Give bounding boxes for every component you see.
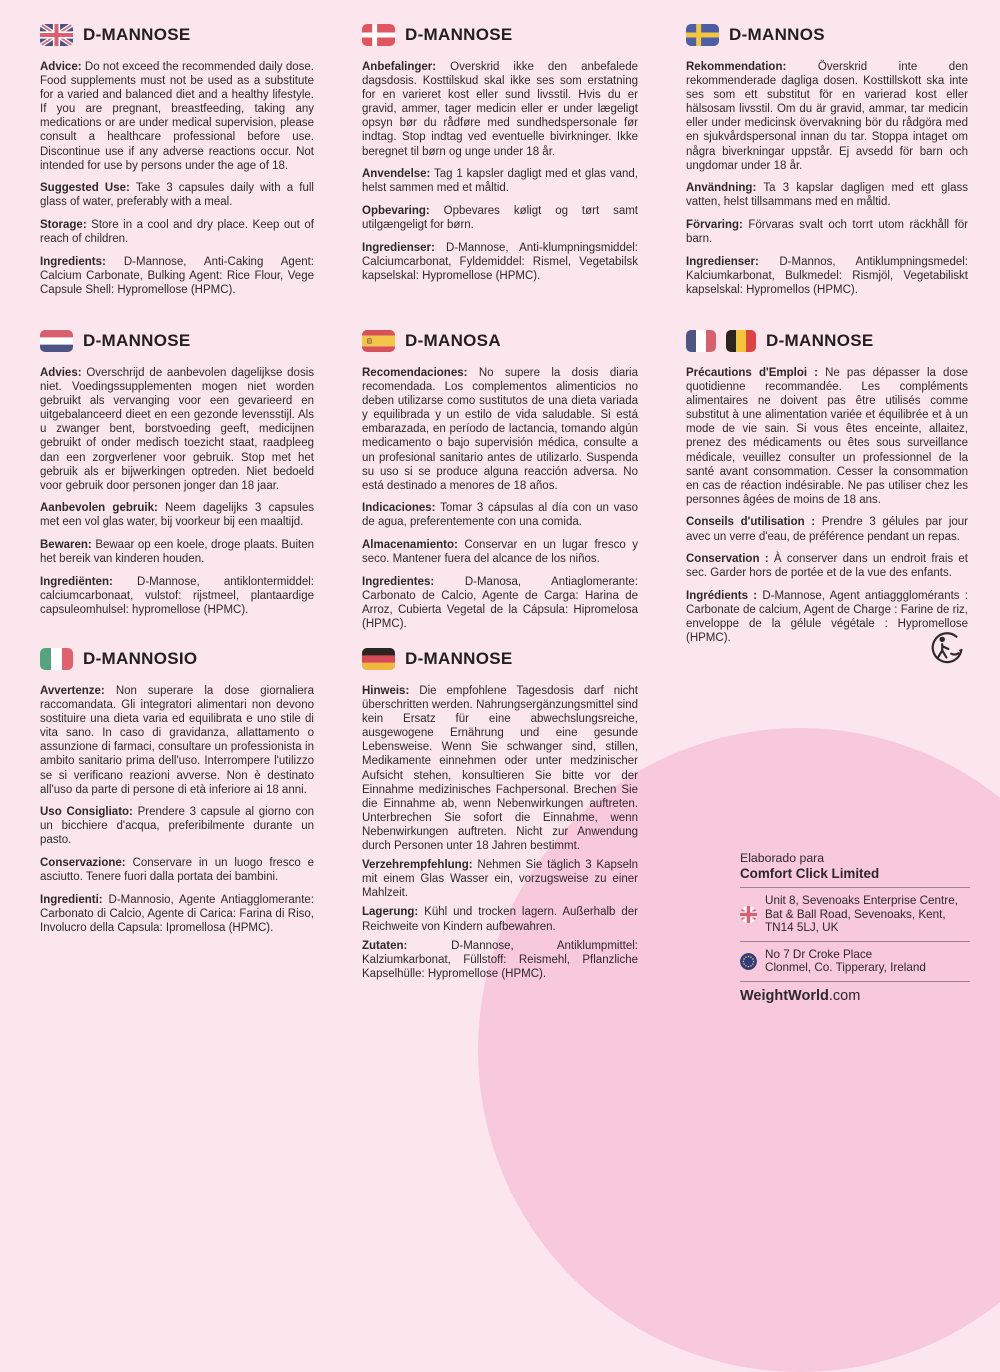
- germany-flag-icon: [362, 648, 395, 670]
- triman-recycling-icon: [928, 631, 964, 666]
- section-title: D-MANNOSIO: [83, 649, 198, 668]
- paragraph-label: Avvertenze:: [40, 685, 105, 697]
- paragraph-text: Prendre 3 gélules par jour avec un verre d'eau, de préférence pendant un repas.: [686, 516, 968, 543]
- paragraph-text: Bewaar op een koele, droge plaats. Buiten het bereik van kinderen houden.: [40, 539, 314, 566]
- paragraph-label: Aanbevolen gebruik:: [40, 502, 158, 515]
- suggested-use-paragraph: [40, 181, 314, 209]
- advice-paragraph: [362, 684, 638, 853]
- paragraph-label: Ingredienser:: [362, 241, 435, 254]
- paragraph-text: D-Mannose, antiklontermiddel: calciumcarbonaat, vulstof: rijstmeel, plantaardige capsuleomhulsel: hypromellose (HPMC).: [40, 575, 314, 616]
- paragraph-text: Overskrid ikke den anbefalede dagsdosis. Kosttilskud skal ikke ses som erstatning for en varieret kost eller sund livsstil. Hvis du er gravid, ammer, tager medicin eller er under lægeligt opsyn bør du rådføre med sundhedspersonale før indtag. Stop indtag ved eventuelle bivirkninger. Ikke beregnet til børn og unge under 18 år.: [362, 61, 638, 158]
- section-header: [362, 24, 638, 46]
- paragraph-text: Do not exceed the recommended daily dose. Food supplements must not be used as a substitute for a varied and balanced diet and a healthy lifestyle. If you are pregnant, breastfeeding, taking any medications or are under medical supervision, please consult a healthcare professional before use. Discontinue use if any adverse reactions occur. Not intended for use by persons under the age of 18.: [40, 61, 314, 172]
- section-header: [362, 648, 638, 670]
- paragraph-label: Ingredients:: [40, 255, 106, 268]
- paragraph-text: Conservar en un lugar fresco y seco. Mantener fuera del alcance de los niños.: [362, 539, 638, 566]
- brand-name: WeightWorld: [740, 987, 829, 1004]
- paragraph-text: Ta 3 kapslar dagligen med ett glass vatten, helst tillsammans med en måltid.: [686, 182, 968, 209]
- brand-url: [740, 988, 970, 1004]
- paragraph-text: D-Mannosio, Agente Antiagglomerante: Carbonato di Calcio, Agente di Carica: Farina di Riso, Involucro della Capsula: Ipromellosa (HPMC).: [40, 893, 314, 934]
- paragraph-text: Opbevares køligt og tørt samt utilgængeligt for børn.: [362, 204, 638, 231]
- section-spanish: [362, 330, 638, 640]
- paragraph-text: Ne pas dépasser la dose quotidienne recommandée. Les compléments alimentaires ne doivent pas être utilisés comme substitut à une alimentation variée et équilibrée et à un mode de vie sain. Si vous êtes enceinte, allaitez, prenez des médicaments ou êtes sous surveillance médicale, veuillez consulter un professionnel de la santé avant consommation. Cesser la consommation en cas de réaction indésirable. Ne pas utiliser chez les personnes âgées de moins de 18 ans.: [686, 367, 968, 506]
- paragraph-label: Conseils d'utilisation :: [686, 516, 816, 529]
- paragraph-text: Conservare in un luogo fresco e asciutto. Tenere fuori dalla portata dei bambini.: [40, 857, 314, 884]
- paragraph-text: Förvaras svalt och torrt utom räckhåll för barn.: [686, 218, 968, 246]
- paragraph-text: D-Mannose, Agent antiaggglomérants : Carbonate de calcium, Agent de Charge : Farine de riz, enveloppe de la gélule végétale : Hypromellose (HPMC).: [686, 589, 968, 645]
- paragraph-label: Conservation :: [686, 553, 769, 566]
- paragraph-label: Advies:: [40, 367, 82, 379]
- paragraph-label: Opbevaring:: [362, 204, 430, 217]
- paragraph-text: Non superare la dose giornaliera raccomandata. Gli integratori alimentari non devono sostituire una dieta varia ed equilibrata e uno stile di vita sano. In caso di gravidanza, allattamento o assunzione di farmaci, consultare un professionista in ambito sanitario prima dell'uso. Interrompere l'utilizzo se si verificano reazioni avverse. Non è destinato all'uso da parte di persone di età inferiore ai 18 anni.: [40, 685, 314, 796]
- paragraph-text: Kühl und trocken lagern. Außerhalb der Reichweite von Kindern aufbewahren.: [362, 906, 638, 933]
- sweden-flag-icon: [686, 24, 719, 46]
- storage-paragraph: [362, 905, 638, 933]
- paragraph-label: Lagerung:: [362, 906, 419, 919]
- ingredients-paragraph: [40, 255, 314, 297]
- paragraph-label: Bewaren:: [40, 539, 92, 552]
- section-title: D-MANNOSE: [766, 331, 874, 350]
- storage-paragraph: [686, 218, 968, 246]
- paragraph-label: Förvaring:: [686, 218, 743, 231]
- paragraph-label: Användning:: [686, 182, 757, 195]
- paragraph-label: Advice:: [40, 61, 82, 73]
- netherlands-flag-icon: [40, 330, 73, 352]
- spain-flag-icon: [362, 330, 395, 352]
- ingredients-paragraph: [686, 255, 968, 297]
- paragraph-label: Anbefalinger:: [362, 61, 437, 73]
- storage-paragraph: [686, 552, 968, 580]
- section-german: [362, 648, 638, 986]
- paragraph-text: Die empfohlene Tagesdosis darf nicht überschritten werden. Nahrungsergänzungsmittel sind kein Ersatz für eine abwechslungsreiche, ausgewogene Ernährung und eine gesunde Lebensweise. Wenn Sie schwanger sind, stillen, Medikamente einnehmen oder unter medzinischer Aufsicht stehen, konsultieren Sie bitte vor der Einnahme medizinisches Fachpersonal. Brechen Sie die Einnahme ab, wenn Nebenwirkungen auftreten. Unterbrechen Sie sofort die Einnahme, wenn Nebenwirkungen auftreten. Nicht zur Anwendung durch Personen unter 18 Jahren bestimmt.: [362, 685, 638, 853]
- paragraph-text: Prendere 3 capsule al giorno con un bicchiere d'acqua, preferibilmente durante un pasto.: [40, 806, 314, 847]
- uk-address: Unit 8, Sevenoaks Enterprise Centre, Bat & Ball Road, Sevenoaks, Kent, TN14 5LJ, UK: [765, 894, 958, 935]
- suggested-use-paragraph: [686, 181, 968, 209]
- paragraph-label: Storage:: [40, 218, 87, 231]
- paragraph-text: D-Mannose, Anti-Caking Agent: Calcium Carbonate, Bulking Agent: Rice Flour, Vege Capsule Shell: Hypromellose (HPMC).: [40, 255, 314, 296]
- paragraph-text: À conserver dans un endroit frais et sec. Garder hors de portée et de la vue des enfants.: [686, 553, 968, 580]
- ireland-address-line2: Clonmel, Co. Tipperary, Ireland: [765, 961, 926, 975]
- section-dutch: [40, 330, 314, 626]
- section-title: D-MANNOSE: [405, 649, 513, 668]
- divider: [740, 981, 970, 982]
- paragraph-text: D-Manosa, Antiaglomerante: Carbonato de Calcio, Agente de Carga: Harina de Arroz, Cubierta Vegetal de la Cápsula: Hipromelosa (HPMC).: [362, 575, 638, 630]
- uk-flag-icon: [40, 24, 73, 46]
- paragraph-label: Recomendaciones:: [362, 367, 468, 379]
- paragraph-text: Take 3 capsules daily with a full glass of water, preferably with a meal.: [40, 182, 314, 209]
- uk-flag-badge-icon: [740, 906, 757, 923]
- paragraph-label: Ingredientes:: [362, 575, 435, 588]
- suggested-use-paragraph: [362, 501, 638, 529]
- france-flag-icon: [686, 330, 716, 352]
- advice-paragraph: [362, 366, 638, 493]
- ingredients-paragraph: [40, 575, 314, 617]
- ingredients-paragraph: [686, 589, 968, 645]
- section-title: D-MANNOSE: [83, 331, 191, 350]
- paragraph-label: Zutaten:: [362, 939, 408, 952]
- suggested-use-paragraph: [362, 167, 638, 195]
- advice-paragraph: [40, 366, 314, 493]
- storage-paragraph: [40, 218, 314, 246]
- section-danish: [362, 24, 638, 291]
- ireland-address-row: [740, 948, 970, 975]
- ingredients-paragraph: [362, 241, 638, 283]
- storage-paragraph: [40, 538, 314, 566]
- suggested-use-paragraph: [40, 501, 314, 529]
- advice-paragraph: [362, 60, 638, 159]
- eu-flag-badge-icon: [740, 953, 757, 970]
- paragraph-text: Store in a cool and dry place. Keep out of reach of children.: [40, 218, 314, 246]
- paragraph-label: Conservazione:: [40, 857, 126, 870]
- section-header: [40, 330, 314, 352]
- belgium-flag-icon: [726, 330, 756, 352]
- suggested-use-paragraph: [40, 805, 314, 847]
- section-title: D-MANNOSE: [405, 25, 513, 44]
- uk-address-row: [740, 894, 970, 935]
- paragraph-label: Suggested Use:: [40, 182, 130, 195]
- section-header: [40, 648, 314, 670]
- divider: [740, 887, 970, 888]
- paragraph-text: Nehmen Sie täglich 3 Kapseln mit einem Glas Wasser ein, vorzugsweise zu einer Mahlzeit.: [362, 859, 638, 900]
- ireland-address: [765, 948, 926, 975]
- paragraph-label: Almacenamiento:: [362, 539, 458, 552]
- paragraph-text: Överskrid inte den rekommenderade dagliga dosen. Kosttillskott ska inte ses som ett substitut för en varierad kost eller hälsosam livsstil. Om du är gravid, ammar, tar medicin eller under medicinsk övervakning bör du rådgöra med en sjukvårdspersonal innan du tar. Stoppa intaget om några biverkningar uppstår. Ej avsedd för barn och ungdomar under 18 år.: [686, 61, 968, 172]
- paragraph-text: Overschrijd de aanbevolen dagelijkse dosis niet. Voedingssupplementen mogen niet worden gebruikt als vervanging voor een gevarieerd en uitgebalanceerd dieet en een gezonde levensstijl. Als u zwanger bent, borstvoeding geeft, medicijnen gebruikt of onder medisch toezicht staat, raadpleeg dan een zorgverlener voor gebruik. Stop met het gebruik als er bijwerkingen optreden. Niet bedoeld voor gebruik door personen jonger dan 18 jaar.: [40, 367, 314, 492]
- paragraph-label: Rekommendation:: [686, 61, 787, 73]
- paragraph-label: Ingredienti:: [40, 893, 103, 906]
- section-english: [40, 24, 314, 305]
- paragraph-text: No supere la dosis diaria recomendada. Los complementos alimenticios no deben utilizarse como sustitutos de una dieta variada y equilibrada y un estilo de vida saludable. Si está embarazada, en período de lactancia, tomando algún medicamento o bajo supervisión médica, consulte a un profesional sanitario antes de utilizarlo. Suspenda su uso si se produce alguna reacción adversa. No está destinado a menores de 18 años.: [362, 367, 638, 492]
- paragraph-label: Anvendelse:: [362, 168, 431, 181]
- paragraph-label: Uso Consigliato:: [40, 806, 133, 819]
- suggested-use-paragraph: [686, 515, 968, 543]
- ingredients-paragraph: [40, 893, 314, 935]
- company-name: Comfort Click Limited: [740, 866, 880, 881]
- paragraph-text: D-Mannose, Anti-klumpningsmiddel: Calciumcarbonat, Fyldemiddel: Rismel, Vegetabilsk kapselskal: Hypromellose (HPMC).: [362, 241, 638, 282]
- advice-paragraph: [40, 684, 314, 797]
- storage-paragraph: [362, 204, 638, 232]
- ingredients-paragraph: [362, 575, 638, 631]
- manufacturer-info: [740, 851, 970, 1004]
- section-title: D-MANNOSE: [83, 25, 191, 44]
- paragraph-label: Hinweis:: [362, 685, 410, 697]
- paragraph-label: Précautions d'Emploi :: [686, 367, 818, 379]
- paragraph-text: Neem dagelijks 3 capsules met een vol glas water, bij voorkeur bij een maaltijd.: [40, 502, 314, 529]
- advice-paragraph: [40, 60, 314, 173]
- section-header: [686, 330, 968, 352]
- paragraph-label: Ingrediënten:: [40, 575, 113, 588]
- section-header: [40, 24, 314, 46]
- denmark-flag-icon: [362, 24, 395, 46]
- paragraph-label: Ingredienser:: [686, 255, 759, 268]
- storage-paragraph: [40, 856, 314, 884]
- section-header: [686, 24, 968, 46]
- section-header: [362, 330, 638, 352]
- italy-flag-icon: [40, 648, 73, 670]
- section-title: D-MANOSA: [405, 331, 501, 350]
- section-french: [686, 330, 968, 654]
- paragraph-text: D-Mannose, Antiklumpmittel: Kalziumkarbonat, Füllstoff: Reismehl, Pflanzliche Kapselhülle: Hypromellose (HPMC).: [362, 939, 638, 980]
- suggested-use-paragraph: [362, 858, 638, 900]
- paragraph-label: Verzehrempfehlung:: [362, 859, 473, 872]
- storage-paragraph: [362, 538, 638, 566]
- paragraph-text: Tomar 3 cápsulas al día con un vaso de agua, preferentemente con una comida.: [362, 502, 638, 529]
- advice-paragraph: [686, 366, 968, 507]
- advice-paragraph: [686, 60, 968, 173]
- paragraph-text: Tag 1 kapsler dagligt med et glas vand, helst sammen med et måltid.: [362, 168, 638, 195]
- made-for-label: Elaborado para: [740, 851, 825, 865]
- section-swedish: [686, 24, 968, 305]
- divider: [740, 941, 970, 942]
- ireland-address-line1: No 7 Dr Croke Place: [765, 947, 873, 961]
- paragraph-label: Ingrédients :: [686, 589, 758, 602]
- paragraph-text: D-Mannos, Antiklumpningsmedel: Kalciumkarbonat, Bulkmedel: Rismjöl, Vegetabiliskt kapselskal: Hypromellos (HPMC).: [686, 255, 968, 296]
- brand-tld: .com: [828, 987, 861, 1004]
- section-italian: [40, 648, 314, 944]
- ingredients-paragraph: [362, 939, 638, 981]
- section-title: D-MANNOS: [729, 25, 825, 44]
- paragraph-label: Indicaciones:: [362, 502, 436, 515]
